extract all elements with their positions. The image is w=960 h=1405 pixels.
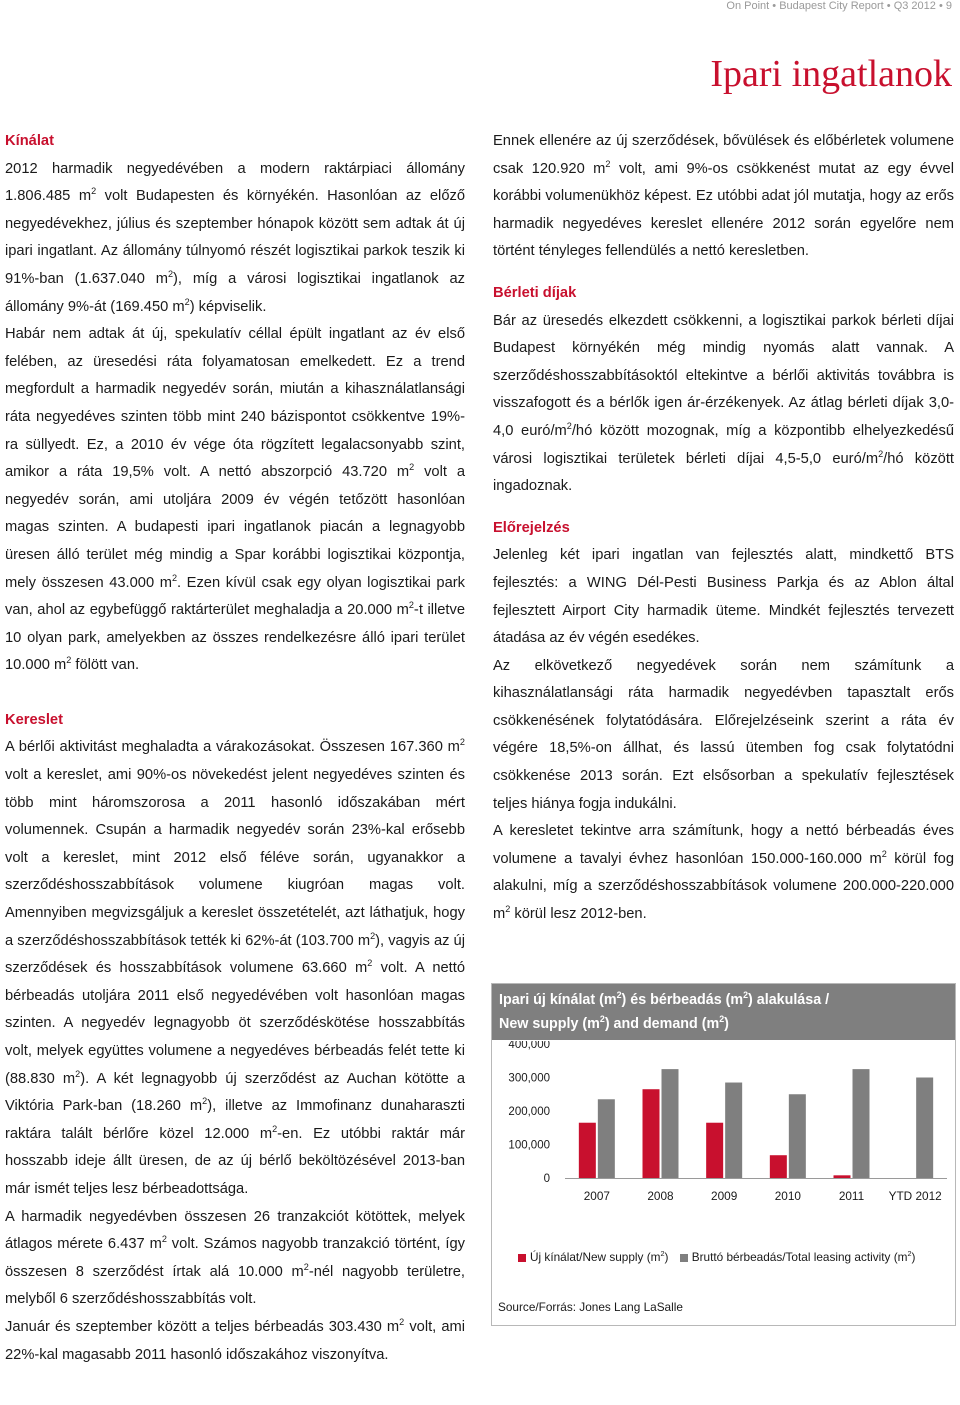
chart-source: Source/Forrás: Jones Lang LaSalle [498,1300,683,1314]
paragraph: Ennek ellenére az új szerződések, bővülések és előbérletek volumene csak 120.920 $m^2$ volt, ami 9%-os csökkenést mutat az egy évvel korábbi volumenükhöz képest. Ez utóbbi adat jól mutatja, hogy az erős harmadik negyedéves kereslet ellenére 2012 során egyelőre nem történt tényleges fellendülés a nettó keresletben. [493,133,954,260]
bar-new-supply [579,1123,596,1178]
chart-title-line-2: New supply $(m^2)$ and demand $(m^2)$ [499,1014,729,1032]
x-tick-label: 2009 [711,1189,738,1203]
bar-leasing [789,1094,806,1178]
bar-new-supply [706,1123,723,1178]
bar-new-supply [770,1155,787,1178]
x-tick-label: 2007 [583,1189,610,1203]
x-tick-label: YTD 2012 [888,1189,942,1203]
bar-leasing [662,1069,679,1178]
section-heading-kereslet: Kereslet [5,711,63,728]
bar-leasing [598,1099,615,1178]
y-tick-label: 0 [543,1173,550,1185]
x-tick-label: 2008 [647,1189,674,1203]
running-header: On Point • Budapest City Report • Q3 2012 • 9 [726,0,952,12]
chart-box [491,983,956,1326]
left-column [5,128,465,1369]
x-tick-label: 2010 [774,1189,801,1203]
paragraph: A harmadik negyedévben összesen 26 tranzakciót kötöttek, melyek átlagos mérete 6.437 $m^2$ volt. Számos nagyobb tranzakció történt, így összesen 8 szerződést írtak alá 10.000 $m^2$-nél nagyobb területre, melyből 6 szerződéshosszabbítás volt. [5,1208,466,1308]
chart-title [492,984,955,1040]
bar-new-supply [834,1175,851,1178]
paragraph: A keresletet tekintve arra számítunk, hogy a nettó bérbeadás éves volumene a tavalyi évhez hasonlóan 150.000-160.000 $m^2$ körül fog alakulni, míg a szerződéshosszabbítások volumene 200.000-220.000 $m^2$ körül lesz 2012-ben. [493,823,954,923]
legend-label-leasing: Bruttó bérbeadás/Total leasing activity $(m^2)$ [691,1249,916,1264]
section-heading-berleti-dijak: Bérleti díjak [493,284,577,301]
y-tick-label: 400,000 [508,1041,550,1051]
legend-swatch-supply [518,1254,526,1262]
chart-title-line-1: Ipari új kínálat $(m^2)$ és bérbeadás $(m^2)$ alakulása / [499,990,830,1008]
bar-new-supply [643,1089,660,1178]
paragraph: Az elkövetkező negyedévek során nem számítunk a kihasználatlansági ráta harmadik negyedévben tapasztalt erős csökkenésének folytatódására. Előrejelzéseink szerint a ráta év végére 18,5%-on állhat, és lassú ütemben fog csak folytatódni csökkenése 2013 során. Ezt elsősorban a spekulatív fejlesztések teljes hiánya fogja indukálni. [493,657,954,812]
paragraph: 2012 harmadik negyedévében a modern raktárpiaci állomány 1.806.485 $m^2$ volt Budapesten és környékén. Hasonlóan az előző negyedévekhez, július és szeptember hónapok között sem adtak át új ipari ingatlant. Az állomány túlnyomó részét logisztikai parkok teszik ki 91%-ban (1.637.040 $m^2$), míg a városi logisztikai ingatlanok az állomány 9%-át (169.450 $m^2$) képviselik. [5,160,465,315]
bar-leasing [725,1083,742,1178]
chart-legend [518,1250,923,1264]
section-heading-elorejelzes: Előrejelzés [493,519,570,536]
bar-chart [492,1041,953,1246]
section-heading-kinalat: Kínálat [5,133,54,149]
right-column [493,128,954,929]
bar-leasing [853,1069,870,1178]
paragraph: Habár nem adtak át új, spekulatív céllal épült ingatlant az év első felében, az üresedési ráta folyamatosan emelkedett. Ez a trend megfordult a harmadik negyedév során, miután a kihasználatlansági ráta negyedéves szinten több mint 240 bázispontot csökkentve 19%-ra süllyedt. Ez, a 2010 év vége óta rögzített legalacsonyabb szint, amikor a ráta 19,5% volt. A nettó abszorpció 43.720 $m^2$ volt a negyedév során, ami utoljára 2009 év végén tetőzött hasonlóan magas szinten. A budapesti ipari ingatlanok piacán a legnagyobb üresen álló terület még mindig a Spar korábbi logisztikai központja, mely összesen 43.000 $m^2$. Ezen kívül csak egy olyan logisztikai park van, ahol az egybefüggő raktárterület meghaladja a 20.000 $m^2-t$ illetve 10 olyan park, amelyekben az összes rendelkezésre álló ipari terület 10.000 $m^2$ fölött van. [5,326,465,674]
page-title: Ipari ingatlanok [710,53,952,95]
y-tick-label: 200,000 [508,1106,550,1118]
y-tick-label: 300,000 [508,1072,550,1085]
legend-swatch-leasing [680,1254,688,1262]
legend-label-supply: Új kínálat/New supply $(m^2)$ [530,1249,669,1264]
paragraph: Bár az üresedés elkezdett csökkenni, a logisztikai parkok bérleti díjai Budapest környékén még mindig nyomás alatt vannak. A szerződéshosszabbításoktól eltekintve a bérlői aktivitás továbbra is visszafogott és a bérlők igen ár-érzékenyek. Az átlag bérleti díjak 3,0-4,0 euró/$m^2/hó$ között mozognak, míg a központibb elhelyezkedésű városi logisztikai területek bérleti díjai 4,5-5,0 euró/$m^2/hó$ között ingadoznak. [493,312,954,495]
y-tick-label: 100,000 [508,1139,550,1152]
paragraph: A bérlői aktivitást meghaladta a várakozásokat. Összesen 167.360 $m^2$ volt a kereslet, ami 90%-os növekedést jelent negyedéves szinten és több mint háromszorosa a 2011 hasonló időszakában mért volumennek. Csupán a harmadik negyedév során 23%-kal erősebb volt a kereslet, mint 2012 első féléve során, ugyanakkor a szerződéshosszabbítások volumene kiugróan magas volt. Amennyiben megvizsgáljuk a kereslet összetételét, azt láthatjuk, hogy a szerződéshosszabbítások tették ki 62%-át (103.700 $m^2$), vagyis az új szerződések és hosszabbítások volumene 63.660 $m^2$ volt. A nettó bérbeadás utoljára 2011 első negyedévében volt hasonlóan magas szinten. A negyedév legnagyobb öt szerződéskötése hosszabbítás volt, melyek együttes volumene a negyedéves bérbeadás felét tette ki (88.830 $m^2$). A két legnagyobb új szerződést az Auchan kötötte a Viktória Park-ban (18.260 $m^2$), illetve az Immofinanz dunaharaszti raktára talált bérlőre közel 12.000 $m^2-en$. Ez utóbbi raktár már hosszabb ideje állt üresen, de az új bérlő beköltözésével 2013-ban már ismét teljes lesz bérbeadottsága. [5,737,465,1197]
bar-leasing [916,1078,933,1179]
paragraph: Január és szeptember között a teljes bérbeadás 303.430 $m^2$ volt, ami 22%-kal magasabb 2011 hasonló időszakához viszonyítva. [5,1317,466,1363]
x-tick-label: 2011 [838,1189,865,1203]
paragraph: Jelenleg két ipari ingatlan van fejlesztés alatt, mindkettő BTS fejlesztés: a WING Dél-Pesti Business Parkja és az Ablon által fejlesztett Airport City harmadik üteme. Mindkét fejlesztés tervezett átadása az év végén esedékes. [493,547,954,647]
